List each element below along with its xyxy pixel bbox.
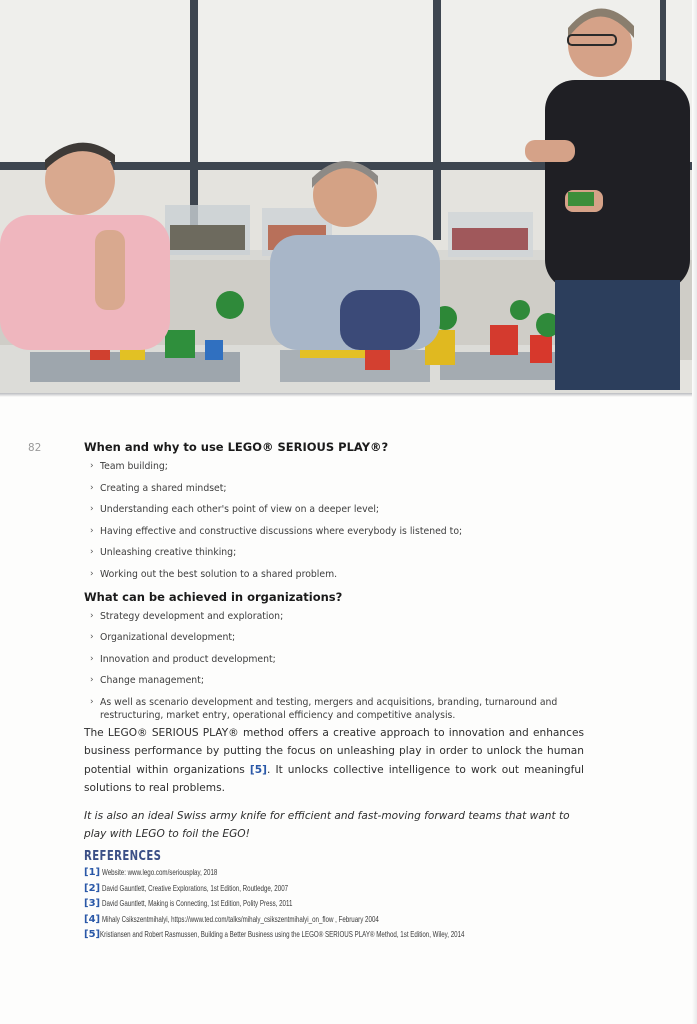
italic-paragraph: It is also an ideal Swiss army knife for efficient and fast-moving forward teams that want to play with LEGO to foil the EGO!	[84, 809, 570, 840]
workshop-photo-drawing	[0, 0, 692, 395]
reference-item	[84, 914, 604, 930]
citation-link[interactable]: [5]	[249, 763, 267, 776]
achievements-list	[84, 610, 589, 722]
chevron-right-icon: ›	[90, 653, 94, 664]
chevron-right-icon: ›	[90, 568, 94, 579]
references-section	[84, 849, 604, 945]
chevron-right-icon: ›	[90, 461, 94, 471]
chevron-right-icon: ›	[90, 696, 94, 707]
chevron-right-icon: ›	[90, 675, 94, 685]
chevron-right-icon: ›	[90, 610, 94, 621]
reference-number: [4]	[84, 913, 101, 925]
chevron-right-icon: ›	[90, 525, 94, 536]
reference-number: [1]	[84, 867, 101, 878]
chevron-right-icon: ›	[90, 504, 94, 514]
reference-text: David Gauntlett, Making is Connecting, 1st Edition, Polity Press, 2011	[102, 898, 293, 908]
chevron-right-icon: ›	[90, 547, 94, 557]
list-item: › Organizational development;	[90, 632, 236, 643]
chevron-right-icon: ›	[90, 632, 94, 642]
chevron-right-icon: ›	[90, 482, 94, 493]
reference-item	[84, 883, 604, 899]
reference-item	[84, 867, 604, 883]
workshop-photo	[0, 0, 692, 395]
list-item: › Understanding each other's point of view on a deeper level;	[90, 504, 380, 515]
page-number: 82	[28, 441, 42, 454]
body-paragraph: The LEGO® SERIOUS PLAY® method offers a creative approach to innovation and enhances business performance by putting the focus on unleashing play in order to unlock the human potential within organizations [5]. It unlocks collective intelligence to work out meaningful solutions to real problems.	[84, 726, 584, 794]
reference-text[interactable]: Mihaly Csikszentmihalyi, https://www.ted.com/talks/mihaly_csikszentmihalyi_on_flow , February 2004	[102, 913, 379, 924]
list-item: › Strategy development and exploration;	[90, 610, 284, 622]
reference-item	[84, 929, 604, 945]
reference-text: David Gauntlett, Creative Explorations, 1st Edition, Routledge, 2007	[102, 882, 289, 893]
list-item: › As well as scenario development and testing, mergers and acquisitions, branding, turnaround and restructuring, market entry, operational efficiency and competitive analysis.	[90, 696, 558, 721]
list-item: › Team building;	[90, 461, 168, 472]
list-item: › Innovation and product development;	[90, 653, 276, 665]
list-item: › Having effective and constructive discussions where everybody is listened to;	[90, 525, 463, 537]
reference-text: Website: www.lego.com/seriousplay, 2018	[102, 867, 218, 877]
reference-text: Kristiansen and Robert Rasmussen, Building a Better Business using the LEGO® SERIOUS PLAY® Method, 1st Edition, Wiley, 2014	[100, 929, 465, 939]
references-heading: REFERENCES	[84, 849, 162, 864]
list-item: › Creating a shared mindset;	[90, 482, 227, 494]
page-edge-shadow	[692, 0, 697, 1024]
reference-number: [3]	[84, 898, 101, 909]
reference-item	[84, 898, 604, 914]
when-why-list	[84, 460, 589, 581]
section-heading-achievements: What can be achieved in organizations?	[84, 589, 343, 604]
reference-number: [2]	[84, 882, 101, 894]
photo-bottom-edge	[0, 393, 692, 397]
section-heading-when-why: When and why to use LEGO® SERIOUS PLAY®?	[84, 440, 389, 454]
main-content	[84, 440, 589, 844]
list-item: › Unleashing creative thinking;	[90, 547, 237, 558]
list-item: › Change management;	[90, 675, 204, 686]
list-item: › Working out the best solution to a shared problem.	[90, 568, 338, 580]
reference-number: [5]	[84, 929, 101, 940]
